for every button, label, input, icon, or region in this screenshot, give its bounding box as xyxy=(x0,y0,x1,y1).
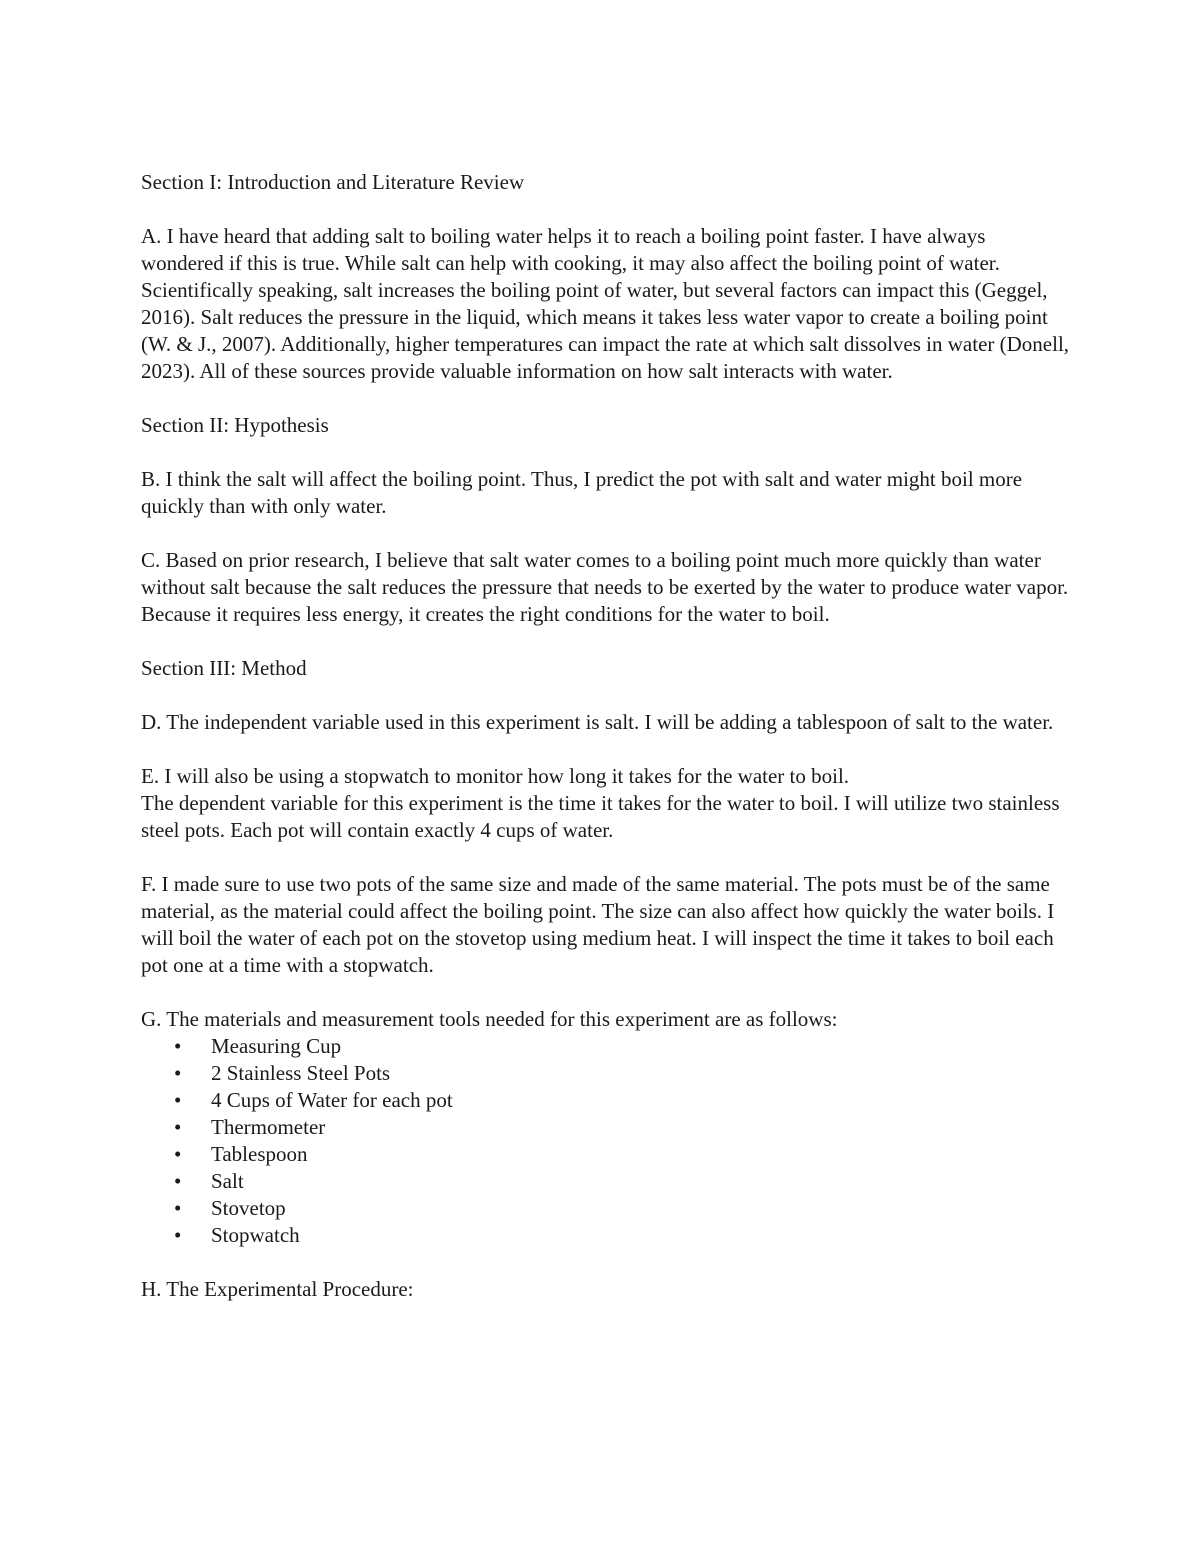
list-item xyxy=(141,1114,1071,1141)
list-item-label: Thermometer xyxy=(211,1115,326,1139)
list-item-label: Tablespoon xyxy=(211,1142,308,1166)
list-item-label: Measuring Cup xyxy=(211,1034,342,1058)
paragraph-d: D. The independent variable used in this experiment is salt. I will be adding a tablespoon of salt to the water. xyxy=(141,710,1054,734)
list-item xyxy=(141,1222,1071,1249)
bullet-icon: • xyxy=(174,1115,182,1139)
bullet-icon: • xyxy=(174,1142,182,1166)
paragraph-e-line-2: The dependent variable for this experiment is the time it takes for the water to boil. I will utilize two stainless steel pots. Each pot will contain exactly 4 cups of water. xyxy=(141,791,1060,842)
bullet-icon: • xyxy=(174,1223,182,1247)
bullet-icon: • xyxy=(174,1061,182,1085)
list-item xyxy=(141,1087,1071,1114)
materials-list xyxy=(141,1033,1071,1249)
list-item-label: 2 Stainless Steel Pots xyxy=(211,1061,391,1085)
bullet-icon: • xyxy=(174,1169,182,1193)
paragraph-a: A. I have heard that adding salt to boiling water helps it to reach a boiling point faster. I have always wondered if this is true. While salt can help with cooking, it may also affect the boiling point of water. Scientifically speaking, salt increases the boiling point of water, but several factors can impact this (Geggel, 2016). Salt reduces the pressure in the liquid, which means it takes less water vapor to create a boiling point (W. & J., 2007). Additionally, higher temperatures can impact the rate at which salt dissolves in water (Donell, 2023). All of these sources provide valuable information on how salt interacts with water. xyxy=(141,224,1070,383)
list-item xyxy=(141,1195,1071,1222)
document-body xyxy=(141,169,1071,1330)
section-3-heading: Section III: Method xyxy=(141,656,307,680)
bullet-icon: • xyxy=(174,1034,182,1058)
paragraph-e-line-1: E. I will also be using a stopwatch to monitor how long it takes for the water to boil. xyxy=(141,764,850,788)
paragraph-f: F. I made sure to use two pots of the same size and made of the same material. The pots must be of the same material, as the material could affect the boiling point. The size can also affect how quickly the water boils. I will boil the water of each pot on the stovetop using medium heat. I will inspect the time it takes to boil each pot one at a time with a stopwatch. xyxy=(141,872,1055,977)
paragraph-c: C. Based on prior research, I believe that salt water comes to a boiling point much more quickly than water without salt because the salt reduces the pressure that needs to be exerted by the water to produce water vapor. Because it requires less energy, it creates the right conditions for the water to boil. xyxy=(141,548,1069,626)
paragraph-g: G. The materials and measurement tools needed for this experiment are as follows: xyxy=(141,1007,838,1031)
list-item-label: Salt xyxy=(211,1169,244,1193)
list-item xyxy=(141,1168,1071,1195)
list-item xyxy=(141,1060,1071,1087)
list-item-label: Stovetop xyxy=(211,1196,286,1220)
bullet-icon: • xyxy=(174,1196,182,1220)
bullet-icon: • xyxy=(174,1088,182,1112)
paragraph-b: B. I think the salt will affect the boiling point. Thus, I predict the pot with salt and water might boil more quickly than with only water. xyxy=(141,467,1023,518)
list-item-label: 4 Cups of Water for each pot xyxy=(211,1088,453,1112)
list-item xyxy=(141,1033,1071,1060)
section-1-heading: Section I: Introduction and Literature Review xyxy=(141,170,525,194)
list-item xyxy=(141,1141,1071,1168)
paragraph-h: H. The Experimental Procedure: xyxy=(141,1277,414,1301)
section-2-heading: Section II: Hypothesis xyxy=(141,413,329,437)
list-item-label: Stopwatch xyxy=(211,1223,300,1247)
